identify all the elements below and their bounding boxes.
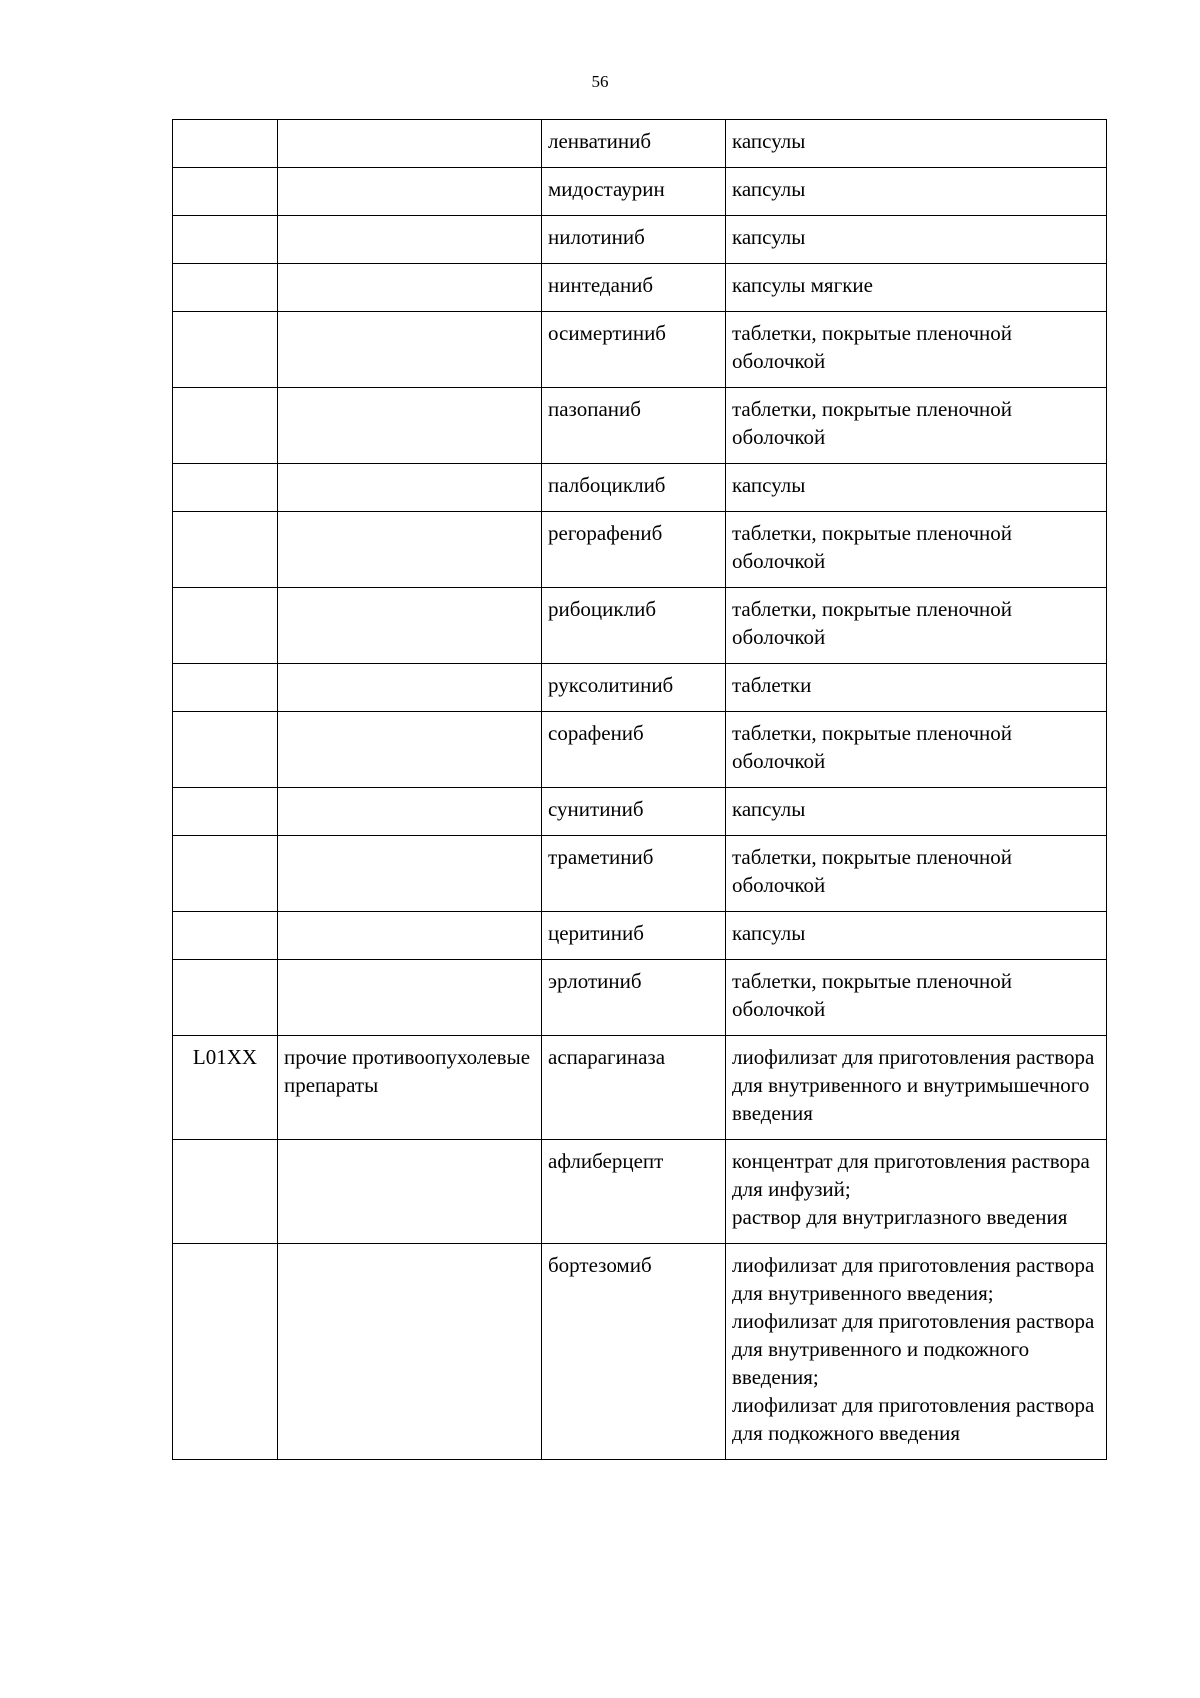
drug-name-cell: нинтеданиб (542, 264, 726, 312)
drug-name-cell: траметиниб (542, 836, 726, 912)
drug-name-cell: аспарагиназа (542, 1036, 726, 1140)
atc-group-cell (278, 216, 542, 264)
atc-group-cell (278, 788, 542, 836)
dosage-form-cell (726, 168, 1107, 216)
dosage-form-line: капсулы (732, 225, 806, 249)
table-row (173, 120, 1107, 168)
dosage-form-line: капсулы (732, 473, 806, 497)
atc-code-cell (173, 168, 278, 216)
drug-name-cell: афлиберцепт (542, 1140, 726, 1244)
dosage-form-line: капсулы мягкие (732, 273, 873, 297)
dosage-form-cell (726, 960, 1107, 1036)
table-row (173, 712, 1107, 788)
atc-code-cell (173, 1140, 278, 1244)
dosage-form-line: капсулы (732, 177, 806, 201)
atc-code-cell (173, 312, 278, 388)
atc-group-cell (278, 836, 542, 912)
atc-code-cell (173, 836, 278, 912)
table-body (173, 120, 1107, 1460)
atc-code-cell (173, 464, 278, 512)
dosage-form-cell (726, 388, 1107, 464)
table-row (173, 168, 1107, 216)
table-row (173, 1036, 1107, 1140)
atc-code-cell (173, 1244, 278, 1460)
dosage-form-line: лиофилизат для приготовления раствора для внутривенного введения; (732, 1253, 1095, 1305)
drug-name-cell: руксолитиниб (542, 664, 726, 712)
atc-group-cell (278, 388, 542, 464)
atc-group-cell (278, 588, 542, 664)
dosage-form-cell (726, 464, 1107, 512)
dosage-form-cell (726, 264, 1107, 312)
atc-code-cell (173, 216, 278, 264)
table-row (173, 388, 1107, 464)
dosage-form-cell (726, 664, 1107, 712)
dosage-form-line: раствор для внутриглазного введения (732, 1205, 1068, 1229)
drug-name-cell: сорафениб (542, 712, 726, 788)
drug-name-cell: рибоциклиб (542, 588, 726, 664)
dosage-form-cell (726, 1244, 1107, 1460)
atc-code-cell (173, 788, 278, 836)
page-number: 56 (591, 72, 609, 91)
drug-name-cell: палбоциклиб (542, 464, 726, 512)
dosage-form-cell (726, 1036, 1107, 1140)
dosage-form-cell (726, 588, 1107, 664)
atc-group-cell (278, 712, 542, 788)
dosage-form-line: лиофилизат для приготовления раствора для подкожного введения (732, 1393, 1095, 1445)
atc-code-cell (173, 912, 278, 960)
dosage-form-line: таблетки, покрытые пленочной оболочкой (732, 597, 1013, 649)
atc-code-cell (173, 264, 278, 312)
table-row (173, 912, 1107, 960)
dosage-form-cell (726, 836, 1107, 912)
table-row (173, 960, 1107, 1036)
atc-group-cell (278, 168, 542, 216)
dosage-form-cell (726, 312, 1107, 388)
dosage-form-line: капсулы (732, 129, 806, 153)
drug-name-cell: мидостаурин (542, 168, 726, 216)
table-row (173, 312, 1107, 388)
dosage-form-cell (726, 712, 1107, 788)
drug-name-cell: нилотиниб (542, 216, 726, 264)
dosage-form-line: таблетки, покрытые пленочной оболочкой (732, 521, 1013, 573)
table-row (173, 1244, 1107, 1460)
dosage-form-line: лиофилизат для приготовления раствора для внутривенного и подкожного введения; (732, 1309, 1095, 1389)
dosage-form-line: таблетки, покрытые пленочной оболочкой (732, 845, 1013, 897)
atc-code-cell (173, 512, 278, 588)
dosage-form-line: таблетки, покрытые пленочной оболочкой (732, 721, 1013, 773)
drug-table (172, 119, 1107, 1460)
drug-name-cell: регорафениб (542, 512, 726, 588)
atc-group-cell (278, 1244, 542, 1460)
dosage-form-line: таблетки, покрытые пленочной оболочкой (732, 321, 1013, 373)
table-row (173, 836, 1107, 912)
atc-group-cell (278, 912, 542, 960)
table-row (173, 216, 1107, 264)
atc-code-cell (173, 388, 278, 464)
dosage-form-line: капсулы (732, 921, 806, 945)
table-row (173, 588, 1107, 664)
atc-group-cell (278, 960, 542, 1036)
drug-name-cell: пазопаниб (542, 388, 726, 464)
atc-group-cell (278, 1140, 542, 1244)
drug-name-cell: церитиниб (542, 912, 726, 960)
dosage-form-line: лиофилизат для приготовления раствора для внутривенного и внутримышечного введения (732, 1045, 1095, 1125)
atc-group-cell (278, 264, 542, 312)
dosage-form-line: таблетки, покрытые пленочной оболочкой (732, 397, 1013, 449)
atc-code-cell (173, 588, 278, 664)
dosage-form-cell (726, 512, 1107, 588)
dosage-form-line: концентрат для приготовления раствора для инфузий; (732, 1149, 1090, 1201)
dosage-form-cell (726, 912, 1107, 960)
dosage-form-cell (726, 788, 1107, 836)
drug-name-cell: бортезомиб (542, 1244, 726, 1460)
dosage-form-cell (726, 120, 1107, 168)
dosage-form-line: капсулы (732, 797, 806, 821)
atc-code-cell (173, 712, 278, 788)
atc-group-cell: прочие противоопухолевые препараты (278, 1036, 542, 1140)
dosage-form-cell (726, 216, 1107, 264)
atc-group-cell (278, 312, 542, 388)
drug-name-cell: эрлотиниб (542, 960, 726, 1036)
table-row (173, 788, 1107, 836)
atc-code-cell (173, 960, 278, 1036)
dosage-form-line: таблетки, покрытые пленочной оболочкой (732, 969, 1013, 1021)
table-row (173, 1140, 1107, 1244)
table-row (173, 464, 1107, 512)
atc-code-cell (173, 664, 278, 712)
dosage-form-cell (726, 1140, 1107, 1244)
atc-group-cell (278, 512, 542, 588)
drug-name-cell: осимертиниб (542, 312, 726, 388)
atc-code-cell (173, 120, 278, 168)
table-row (173, 664, 1107, 712)
drug-name-cell: сунитиниб (542, 788, 726, 836)
dosage-form-line: таблетки (732, 673, 812, 697)
atc-group-cell (278, 664, 542, 712)
table-row (173, 264, 1107, 312)
atc-group-cell (278, 464, 542, 512)
table-row (173, 512, 1107, 588)
drug-name-cell: ленватиниб (542, 120, 726, 168)
atc-group-cell (278, 120, 542, 168)
atc-code-cell: L01XX (173, 1036, 278, 1140)
